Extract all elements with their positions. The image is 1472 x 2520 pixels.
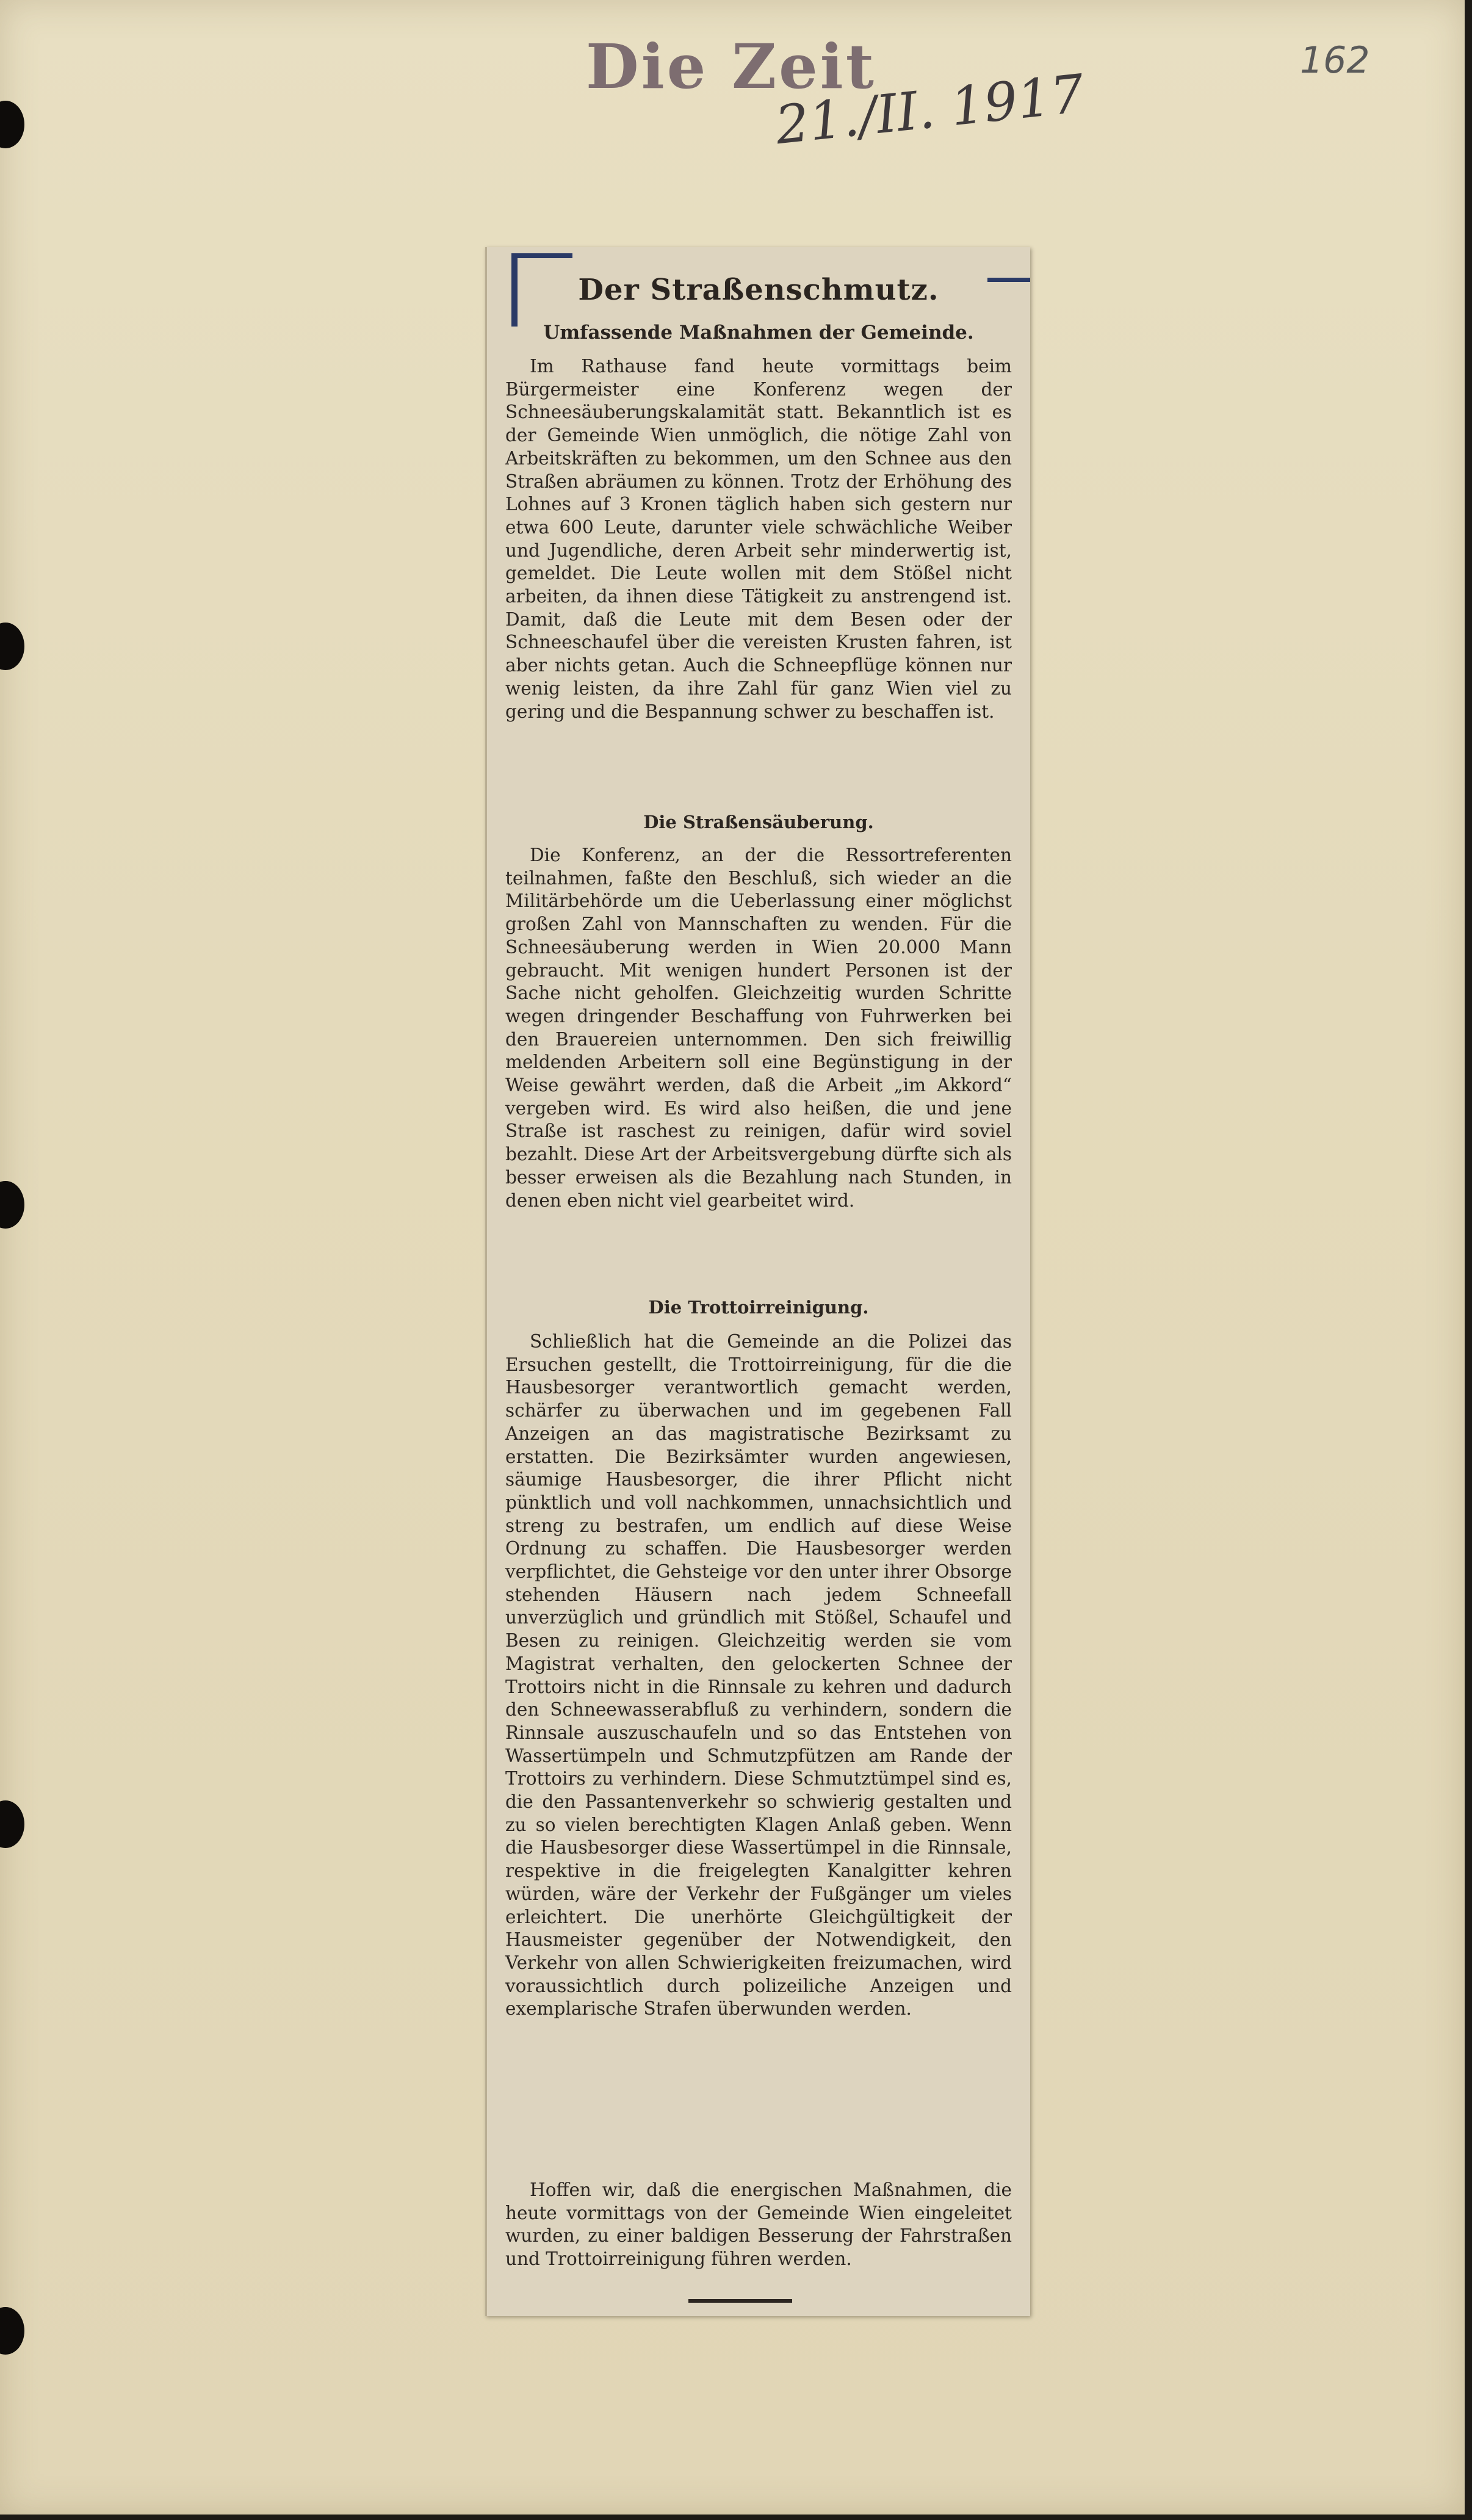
punch-hole [0, 623, 24, 670]
section-heading: Die Trottoirreinigung. [648, 1297, 869, 1318]
end-rule [688, 2299, 792, 2303]
article-paragraph: Die Konferenz, an der die Ressortreferenten teilnahmen, faßte den Beschluß, sich wieder an die Militärbehörde um die Ueberlassung einer möglichst großen Zahl von Mannschaften zu wenden. Für die Schneesäuberung werden in Wien 20.000 Mann gebraucht. Mit wenigen hundert Personen ist der Sache nicht geholfen. Gleichzeitig wurden Schritte wegen dringender Beschaffung von Fuhrwerken bei den Brauereien unternommen. Den sich freiwillig meldenden Arbeitern soll eine Begünstigung in der Weise gewährt werden, daß die Arbeit „im Akkord“ vergeben wird. Es wird also heißen, die und jene Straße ist raschest zu reinigen, dafür wird soviel bezahlt. Diese Art der Arbeitsvergebung dürfte sich als besser erweisen als die Bezahlung nach Stunden, in denen eben nicht viel gearbeitet wird. [505, 845, 1012, 1211]
punch-hole [0, 1800, 24, 1848]
punch-hole [0, 101, 24, 148]
page-number: 162 [1300, 39, 1370, 82]
article-paragraph: Im Rathause fand heute vormittags beim Bürgermeister eine Konferenz wegen der Schneesäuberungskalamität statt. Bekanntlich ist es der Gemeinde Wien unmöglich, die nötige Zahl von Arbeitskräften zu bekommen, um den Schnee aus den Straßen abräumen zu können. Trotz der Erhöhung des Lohnes auf 3 Kronen täglich haben sich gestern nur etwa 600 Leute, darunter viele schwächliche Weiber und Jugendliche, deren Arbeit sehr minderwertig ist, gemeldet. Die Leute wollen mit dem Stößel nicht arbeiten, da ihnen diese Tätigkeit zu anstrengend ist. Damit, daß die Leute mit dem Besen oder der Schneeschaufel über die vereisten Krusten fahren, ist aber nichts getan. Auch die Schneepflüge können nur wenig leisten, da ihre Zahl für ganz Wien viel zu gering und die Bespannung schwer zu beschaffen ist. [505, 356, 1012, 722]
article-subheadline: Umfassende Maßnahmen der Gemeinde. [543, 322, 974, 344]
article-paragraph: Schließlich hat die Gemeinde an die Polizei das Ersuchen gestellt, die Trottoirreinigung, für die die Hausbesorger verantwortlich gemacht werden, schärfer zu überwachen und im gegebenen Fall Anzeigen an das magistratische Bezirksamt zu erstatten. Die Bezirksämter wurden angewiesen, säumige Hausbesorger, die ihrer Pflicht nicht pünktlich und voll nachkommen, unnachsichtlich und streng zu bestrafen, um endlich auf diese Weise Ordnung zu schaffen. Die Hausbesorger werden verpflichtet, die Gehsteige vor den unter ihrer Obsorge stehenden Häusern nach jedem Schneefall unverzüglich und gründlich mit Stößel, Schaufel und Besen zu reinigen. Gleichzeitig werden sie vom Magistrat verhalten, den gelockerten Schnee der Trottoirs nicht in die Rinnsale zu kehren und dadurch den Schneewasserabfluß zu verhindern, sondern die Rinnsale auszuschaufeln und so das Entstehen von Wassertümpeln und Schmutzpfützen am Rande der Trottoirs zu verhindern. Diese Schmutztümpel sind es, die den Passantenverkehr so schwierig gestalten und zu so vielen berechtigten Klagen Anlaß geben. Wenn die Hausbesorger diese Wassertümpel in die Rinnsale, respektive in die freigelegten Kanalgitter kehren würden, wäre der Verkehr der Fußgänger um vieles erleichtert. Die unerhörte Gleichgültigkeit der Hausmeister gegenüber der Notwendigkeit, den Verkehr von allen Schwierigkeiten freizumachen, wird voraussichtlich durch polizeiliche Anzeigen und exemplarische Strafen überwunden werden. [505, 1331, 1012, 2020]
newspaper-clipping [485, 247, 1030, 2316]
blue-pencil-mark [511, 253, 572, 258]
article-headline: Der Straßenschmutz. [578, 273, 939, 307]
section-heading: Die Straßensäuberung. [643, 812, 874, 832]
newspaper-stamp: Die Zeit [586, 31, 876, 103]
article-paragraph: Hoffen wir, daß die energischen Maßnahmen, die heute vormittags von der Gemeinde Wien eingeleitet wurden, zu einer baldigen Besserung der Fahrstraßen und Trottoirreinigung führen werden. [505, 2179, 1012, 2270]
punch-hole [0, 2307, 24, 2355]
punch-hole [0, 1181, 24, 1229]
handwritten-date: 21./II. 1917 [773, 63, 1088, 157]
